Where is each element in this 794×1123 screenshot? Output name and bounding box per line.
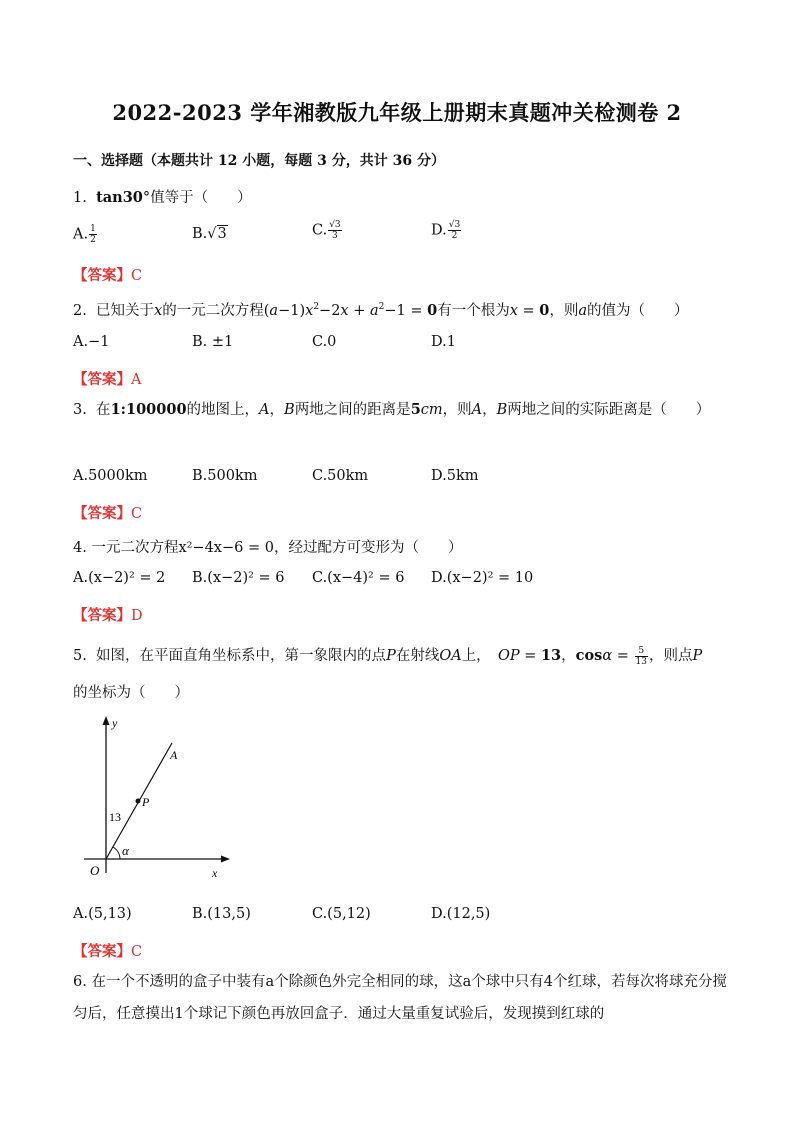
question-3-stem: 3. 在1:100000的地图上，A，B两地之间的距离是5cm，则A，B两地之间的实际距离是（ ） [73, 401, 711, 418]
question-3-option-d: D.5km [431, 468, 479, 484]
question-3-option-b: B.500km [192, 468, 258, 484]
question-1-stem: 1. tan30°值等于（ ） [73, 189, 252, 206]
question-5-stem-line1: 5. 如图，在平面直角坐标系中，第一象限内的点P在射线OA上， OP = 13，cosα = $\frac{5}{13}$ ，则点P [73, 645, 703, 667]
question-3-answer: 【答案】C [73, 505, 143, 522]
question-5-option-c: C.(5,12) [312, 906, 371, 922]
question-5-option-a: A.(5,13) [73, 906, 132, 922]
question-4-option-b: B.(x−2)² = 6 [192, 570, 285, 586]
question-1-option-b: B.√3 [192, 226, 227, 242]
y-axis-label: y [112, 716, 118, 730]
question-3-option-a: A.5000km [73, 468, 148, 484]
angle-label: α [122, 843, 129, 858]
question-5-answer: 【答案】C [73, 943, 143, 960]
question-5-option-b: B.(13,5) [192, 906, 251, 922]
section-heading: 一、选择题（本题共计 12 小题，每题 3 分，共计 36 分） [73, 153, 445, 169]
question-1-option-c: C. $\frac{√3}{3}$ [312, 220, 341, 241]
question-2-answer: 【答案】A [73, 371, 142, 388]
question-4-option-d: D.(x−2)² = 10 [431, 570, 534, 586]
question-5-option-d: D.(12,5) [431, 906, 491, 922]
length-label: 13 [109, 810, 121, 824]
question-1-answer: 【答案】C [73, 267, 143, 284]
question-2-option-b: B. ±1 [192, 334, 234, 350]
origin-label: O [90, 863, 100, 878]
question-4-stem: 4. 一元二次方程x²−4x−6 = 0，经过配方可变形为（ ） [73, 540, 463, 556]
question-2-stem: 2. 已知关于x的一元二次方程$(a-1)x^2-2x + a^2-1 = 0$有一个根为x = 0，则a的值为（ ） [73, 302, 689, 319]
x-axis-label: x [212, 866, 218, 880]
question-2-option-a: A.−1 [73, 334, 110, 350]
question-3-option-c: C.50km [312, 468, 369, 484]
page-title: 2022-2023 学年湘教版九年级上册期末真题冲关检测卷 2 [112, 100, 682, 125]
question-4-option-c: C.(x−4)² = 6 [312, 570, 405, 586]
point-label-p: P [142, 795, 150, 809]
question-6-stem: 6. 在一个不透明的盒子中装有a个除颜色外完全相同的球，这a个球中只有4个红球，若每次将球充分搅匀后，任意摸出1个球记下颜色再放回盒子．通过大量重复试验后，发现摸到红球的 [73, 974, 727, 1022]
question-4-answer: 【答案】D [73, 607, 143, 624]
coordinate-figure [80, 713, 230, 885]
question-2-option-d: D.1 [431, 334, 456, 350]
question-2-option-c: C.0 [312, 334, 337, 350]
question-1-option-d: D. $\frac{√3}{2}$ [431, 220, 461, 241]
question-1-option-a: A. $\frac{1}{2}$ [73, 224, 96, 245]
ray-label-a: A [170, 748, 178, 762]
question-5-stem-line2: 的坐标为（ ） [73, 685, 189, 701]
question-4-option-a: A.(x−2)² = 2 [73, 570, 166, 586]
